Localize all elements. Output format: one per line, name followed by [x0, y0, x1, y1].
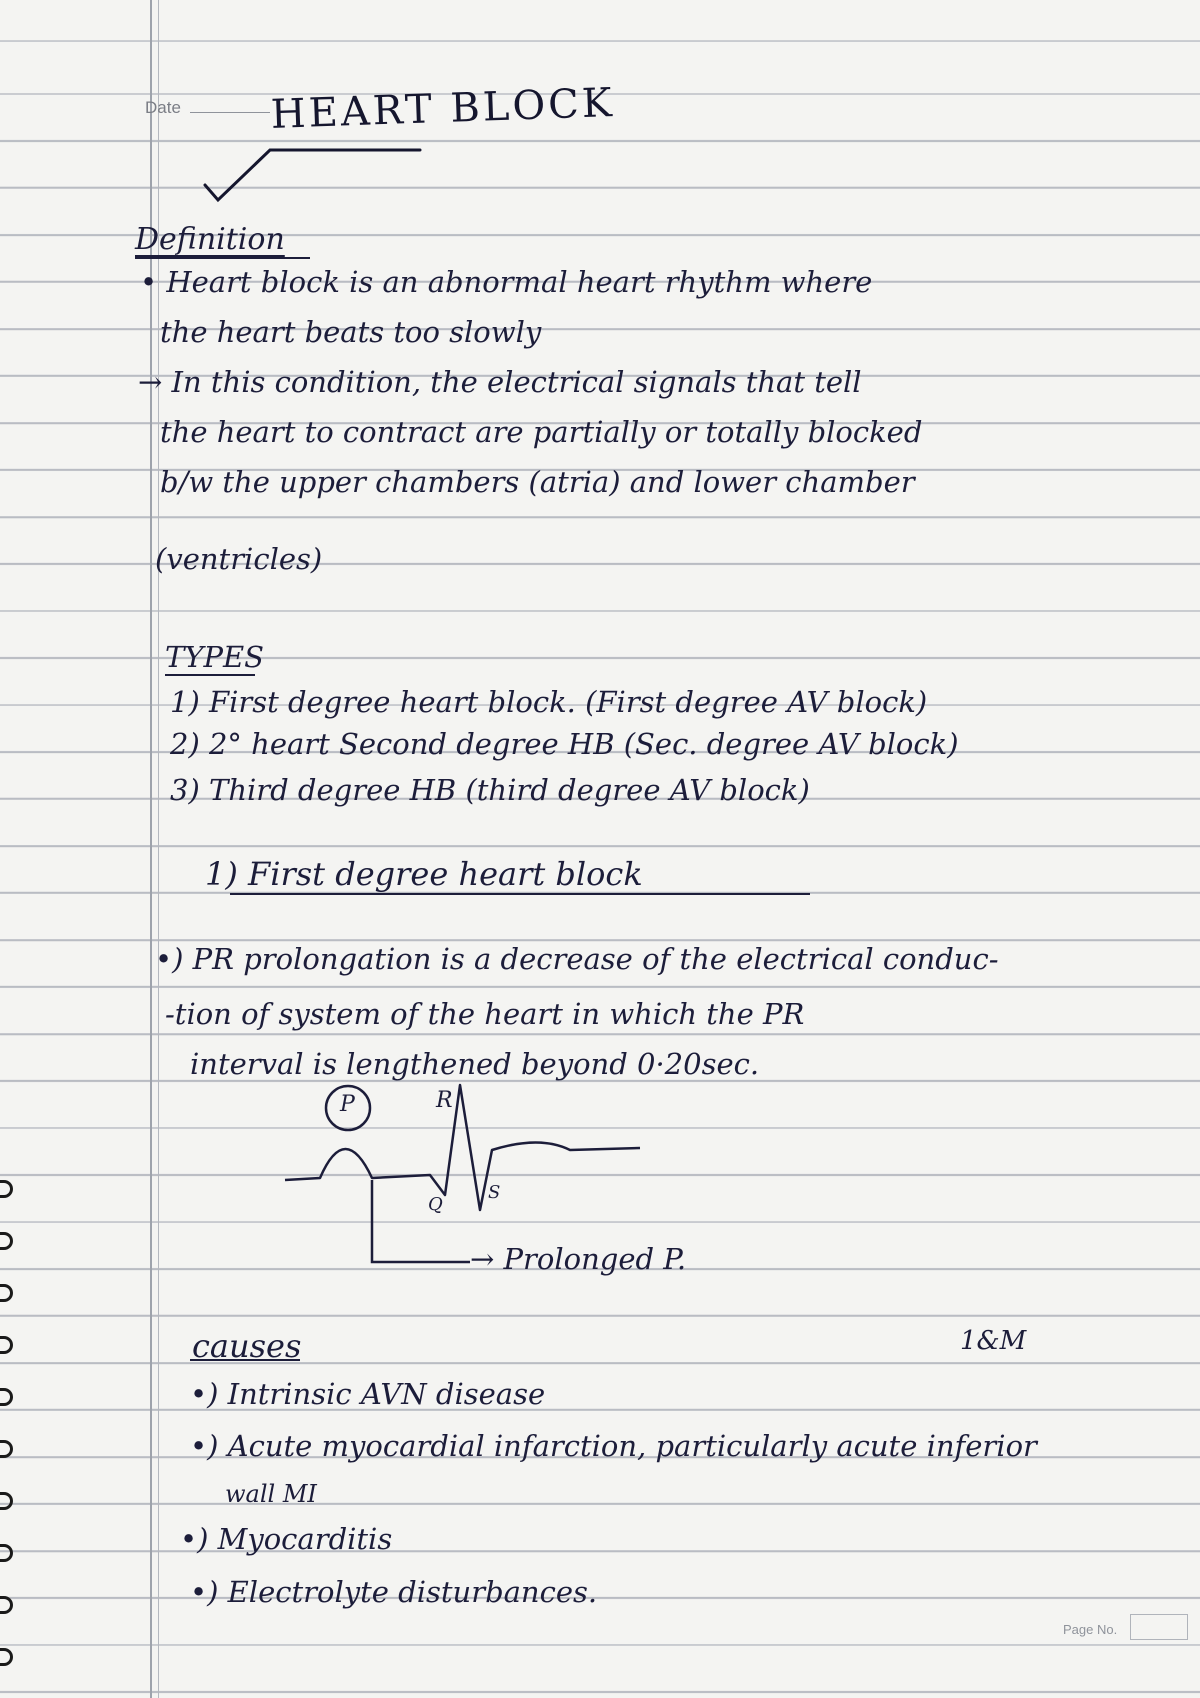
definition-line: b/w the upper chambers (atria) and lower chamber [160, 465, 915, 499]
definition-line: • Heart block is an abnormal heart rhythm where [140, 265, 873, 299]
causes-page-mark: 1&M [960, 1326, 1027, 1356]
definition-line: (ventricles) [155, 542, 323, 576]
causes-item: •) Acute myocardial infarction, particularly acute inferior [190, 1429, 1037, 1463]
ecg-label-r: R [436, 1088, 453, 1113]
definition-heading: Definition [135, 222, 285, 257]
ecg-label-q: Q [428, 1194, 443, 1215]
definition-line: the heart beats too slowly [160, 315, 542, 349]
causes-item: •) Intrinsic AVN disease [190, 1377, 546, 1411]
date-label: Date [145, 98, 181, 117]
types-item: 2) 2° heart Second degree HB (Sec. degree AV block) [170, 727, 959, 761]
first-degree-line: interval is lengthened beyond 0·20sec. [190, 1047, 760, 1081]
types-item: 3) Third degree HB (third degree AV block) [170, 773, 810, 807]
ecg-caption: → Prolonged P. [470, 1242, 687, 1276]
page-number-box [1130, 1614, 1188, 1640]
types-item: 1) First degree heart block. (First degree AV block) [170, 685, 928, 719]
definition-line: → In this condition, the electrical signals that tell [138, 365, 862, 399]
definition-line: the heart to contract are partially or totally blocked [160, 415, 923, 449]
causes-item: •) Electrolyte disturbances. [190, 1575, 598, 1609]
causes-item: wall MI [225, 1480, 317, 1508]
ecg-label-s: S [488, 1182, 501, 1203]
causes-heading: causes [192, 1327, 302, 1365]
page-title: HEART BLOCK [270, 79, 616, 138]
page-number-label: Page No. [1063, 1622, 1118, 1637]
first-degree-line: -tion of system of the heart in which the PR [165, 997, 805, 1031]
first-degree-line: •) PR prolongation is a decrease of the electrical conduc- [155, 942, 999, 976]
causes-item: •) Myocarditis [180, 1522, 393, 1556]
types-heading: TYPES [165, 640, 265, 674]
first-degree-heading: 1) First degree heart block [205, 855, 643, 893]
ecg-label-p: P [340, 1092, 355, 1117]
